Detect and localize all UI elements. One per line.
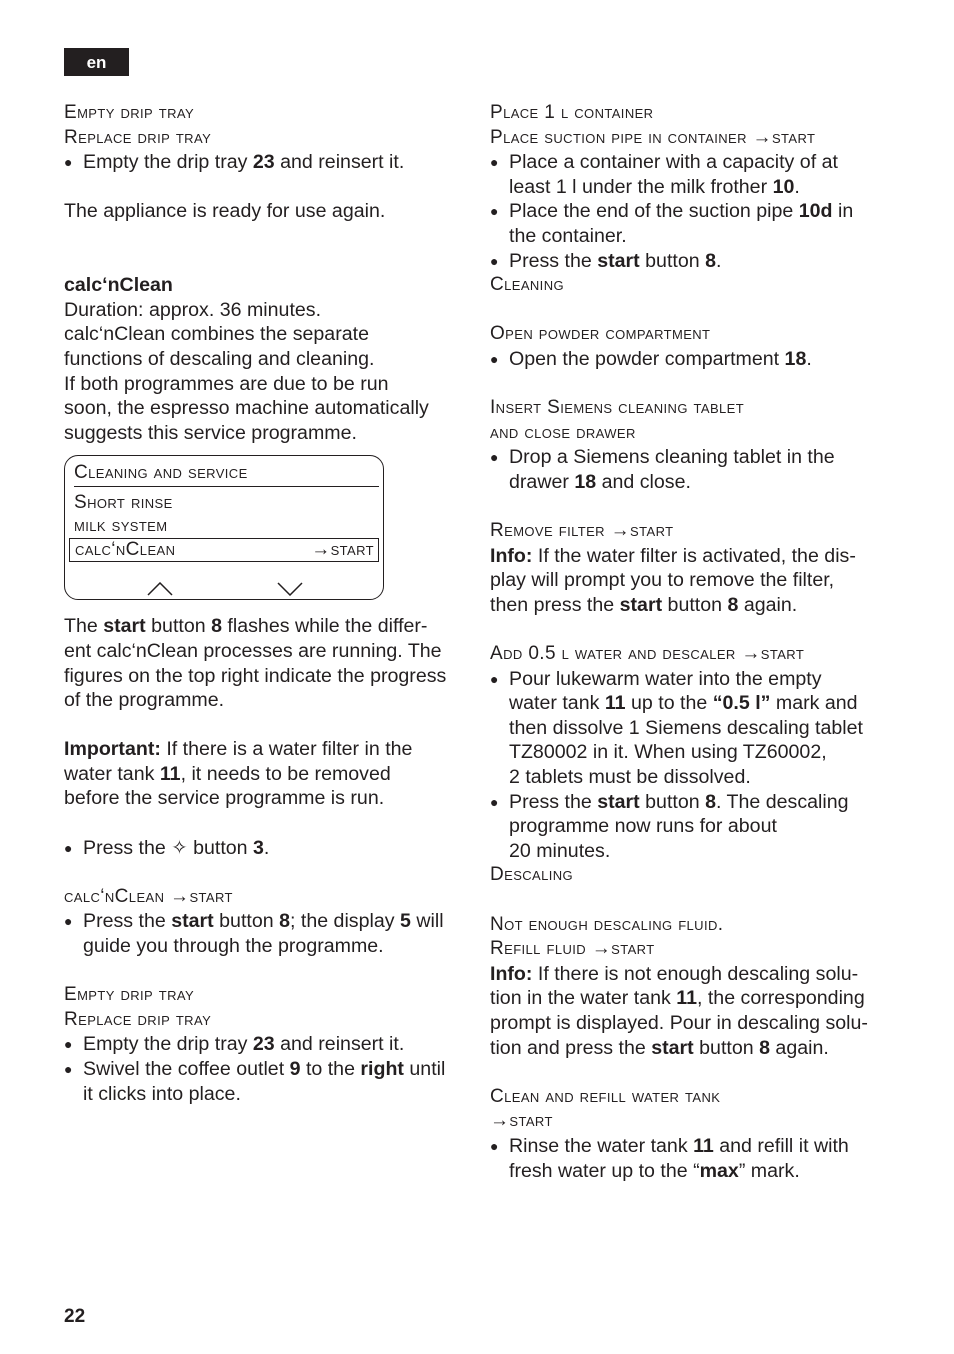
- arrow-up-icon: [147, 582, 173, 596]
- display-message: Remove filter →start: [490, 520, 674, 542]
- display-message: Clean and refill water tank: [490, 1085, 721, 1107]
- display-menu-item-selected: calc‘nClean →start: [69, 538, 379, 562]
- display-message: Empty drip tray: [64, 102, 195, 123]
- left-column: [64, 101, 469, 1106]
- display-menu-title: Cleaning and service: [74, 462, 248, 484]
- instruction-bullet: ● Open the powder compartment 18.: [490, 347, 890, 372]
- page-number: 22: [64, 1306, 86, 1327]
- instruction-bullet: ● Place the end of the suction pipe 10d in the container.: [490, 199, 890, 248]
- display-divider: [74, 486, 379, 487]
- display-message: Replace drip tray: [64, 126, 212, 148]
- instruction-bullet: ● Place a container with a capacity of at least 1 l under the milk frother 10.: [490, 150, 890, 199]
- display-illustration: [64, 455, 384, 600]
- paragraph-line: of the programme.: [64, 689, 225, 712]
- info-note: tion and press the start button 8 again.: [490, 1036, 829, 1059]
- display-message: Cleaning: [490, 274, 564, 296]
- instruction-bullet: ● Press the start button 8.: [490, 249, 890, 274]
- display-message: and close drawer: [490, 421, 636, 443]
- paragraph-line: calc‘nClean combines the separate: [64, 323, 369, 346]
- instruction-bullet: ● Press the start button 8; the display 5 will guide you through the programme.: [64, 909, 469, 958]
- section-heading: calc‘nClean: [64, 274, 173, 297]
- display-message: Refill fluid →start: [490, 938, 655, 960]
- instruction-bullet: ● Press the start button 8. The descaling programme now runs for about 20 minutes.: [490, 790, 890, 864]
- display-message: Insert Siemens cleaning tablet: [490, 397, 745, 419]
- display-menu-item: Short rinse: [74, 492, 173, 514]
- info-note: prompt is displayed. Pour in descaling solu-: [490, 1011, 868, 1034]
- display-message: Add 0.5 l water and descaler →start: [490, 643, 805, 665]
- paragraph-line: suggests this service programme.: [64, 421, 357, 444]
- instruction-bullet: ● Press the ✧ button 3.: [64, 836, 469, 861]
- display-message: Open powder compartment: [490, 323, 711, 345]
- instruction-bullet: ● Pour lukewarm water into the empty water tank 11 up to the “0.5 l” mark and then dissolve 1 Siemens descaling tablet TZ80002 in it. When using TZ60002, 2 tablets must be dissolved.: [490, 667, 890, 790]
- display-message: Descaling: [490, 864, 574, 886]
- important-note: before the service programme is run.: [64, 787, 385, 810]
- display-message: →start: [490, 1110, 553, 1132]
- info-note: Info: If there is not enough descaling solu-: [490, 962, 859, 985]
- service-icon: ✧: [171, 836, 188, 859]
- display-message: calc‘nClean →start: [64, 885, 233, 907]
- info-note: play will prompt you to remove the filter,: [490, 569, 835, 592]
- display-message: Place 1 l container: [490, 102, 654, 123]
- display-message: Empty drip tray: [64, 984, 195, 1006]
- instruction-bullet: ● Empty the drip tray 23 and reinsert it.: [64, 150, 469, 175]
- important-note: water tank 11, it needs to be removed: [64, 762, 391, 785]
- info-note: Info: If the water filter is activated, the dis-: [490, 544, 856, 567]
- paragraph-line: Duration: approx. 36 minutes.: [64, 298, 322, 321]
- arrow-down-icon: [277, 582, 303, 596]
- important-note: Important: If there is a water filter in the: [64, 738, 413, 761]
- instruction-bullet: ● Drop a Siemens cleaning tablet in the drawer 18 and close.: [490, 445, 890, 494]
- right-column: [490, 101, 890, 1183]
- display-menu-item: milk system: [74, 515, 168, 537]
- paragraph-line: If both programmes are due to be run: [64, 372, 389, 395]
- instruction-bullet: ● Empty the drip tray 23 and reinsert it.: [64, 1032, 469, 1057]
- paragraph-line: The start button 8 flashes while the differ-: [64, 615, 428, 638]
- paragraph-line: ent calc‘nClean processes are running. The: [64, 639, 442, 662]
- paragraph-line: soon, the espresso machine automatically: [64, 397, 429, 420]
- paragraph-line: functions of descaling and cleaning.: [64, 347, 375, 370]
- display-message: Replace drip tray: [64, 1008, 212, 1030]
- info-note: tion in the water tank 11, the corresponding: [490, 987, 865, 1010]
- instruction-bullet: ● Rinse the water tank 11 and refill it with fresh water up to the “max” mark.: [490, 1134, 890, 1183]
- instruction-bullet: ● Swivel the coffee outlet 9 to the right until it clicks into place.: [64, 1057, 469, 1106]
- language-badge: en: [64, 48, 129, 76]
- paragraph-line: figures on the top right indicate the progress: [64, 664, 447, 687]
- paragraph: The appliance is ready for use again.: [64, 200, 386, 223]
- display-message: Place suction pipe in container →start: [490, 126, 816, 148]
- display-message: Not enough descaling fluid.: [490, 913, 724, 935]
- info-note: then press the start button 8 again.: [490, 593, 798, 616]
